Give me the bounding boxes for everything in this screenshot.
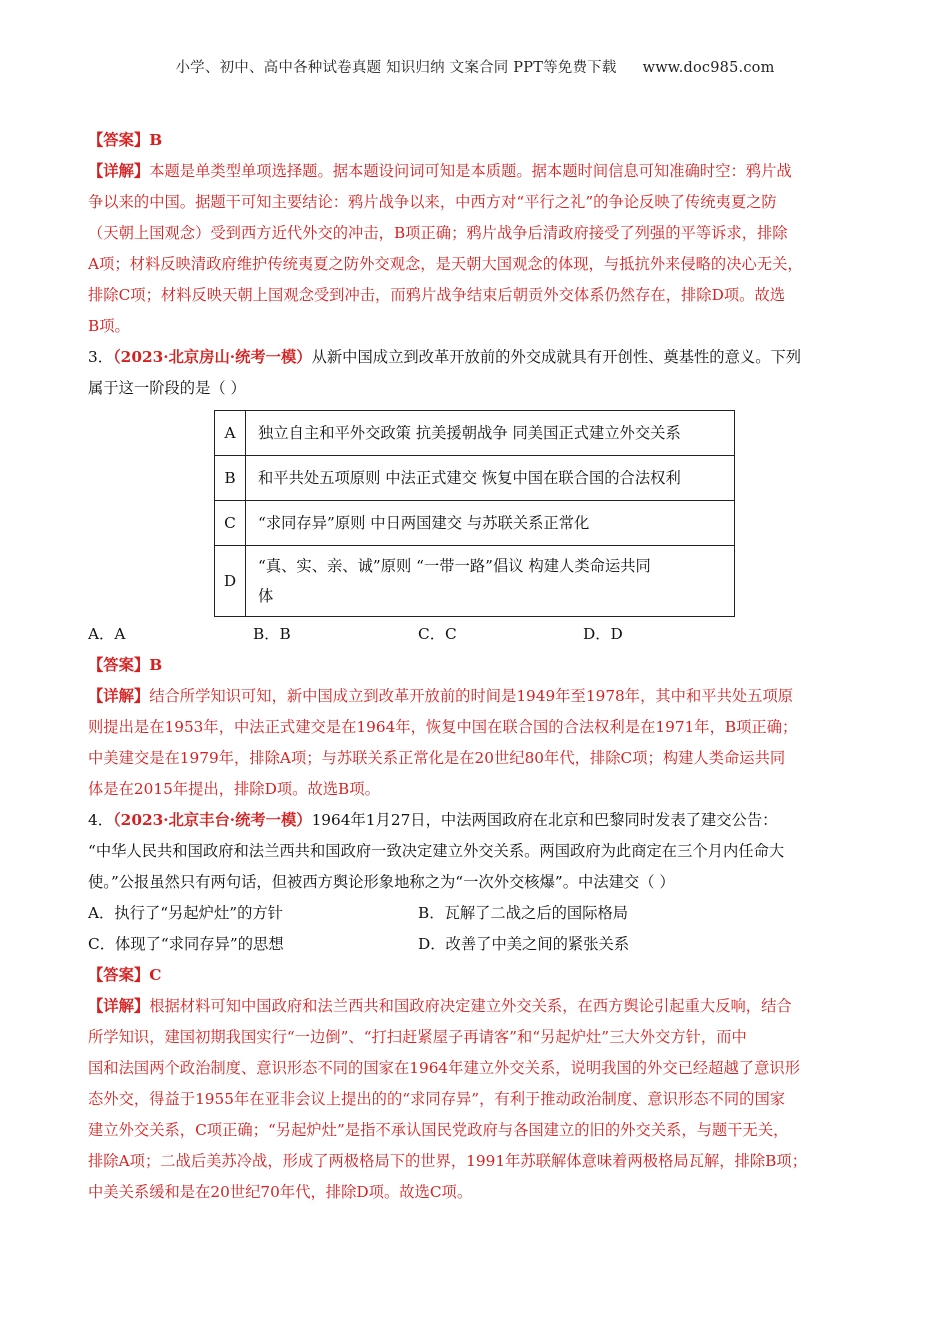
- q3-source: （2023·北京房山·统考一模）: [113, 348, 312, 366]
- choice-b[interactable]: B．B: [253, 625, 291, 643]
- q3-detail: 【详解】结合所学知识可知，新中国成立到改革开放前的时间是1949年至1978年，其中和平共处五项原 则提出是在1953年，中法正式建交是在1964年，恢复中国在联合国的合法权利是在1971年，B项正确； 中美建交是在1979年，排除A项；与苏联关系正常化是在20世纪80年代，排除C项；构建人类命运共同 体是在2015年提出，排除D项。故选B项。: [88, 687, 798, 798]
- option-d[interactable]: D．改善了中美之间的紧张关系: [418, 935, 630, 953]
- q4-options-row2: [88, 929, 868, 960]
- page-header: [0, 56, 950, 77]
- q2-answer: 【答案】B: [88, 131, 163, 149]
- q3-detail-label: 【详解】: [88, 687, 150, 705]
- choice-a[interactable]: A．A: [88, 625, 126, 643]
- q4-stem: 4．（2023·北京丰台·统考一模）1964年1月27日，中法两国政府在北京和巴黎同时发表了建交公告：: [88, 811, 778, 829]
- header-site-link[interactable]: www.doc985.com: [642, 60, 775, 76]
- q4-detail-label: 【详解】: [88, 997, 150, 1015]
- q4-stem-line3: 使。”公报虽然只有两句话，但被西方舆论形象地称之为“一次外交核爆”。中法建交（ ）: [88, 873, 675, 891]
- header-text: 小学、初中、高中各种试卷真题 知识归纳 文案合同 PPT等免费下载: [175, 60, 617, 76]
- q2-detail-label: 【详解】: [88, 162, 150, 180]
- q3-choices: [88, 619, 868, 650]
- q3-stem: 3．（2023·北京房山·统考一模）从新中国成立到改革开放前的外交成就具有开创性、奠基性的意义。下列: [88, 348, 802, 366]
- q4-options-row1: [88, 898, 868, 929]
- option-b[interactable]: B．瓦解了二战之后的国际格局: [418, 904, 629, 922]
- q3-answer: 【答案】B: [88, 656, 163, 674]
- table-row: C “求同存异”原则 中日两国建交 与苏联关系正常化: [215, 501, 735, 546]
- q4-source: （2023·北京丰台·统考一模）: [113, 811, 312, 829]
- q3-options-table: [214, 410, 735, 617]
- q4-detail: 【详解】根据材料可知中国政府和法兰西共和国政府决定建立外交关系，在西方舆论引起重大反响，结合 所学知识，建国初期我国实行“一边倒”、“打扫赶紧屋子再请客”和“另起炉灶”三大外交方针，而中 国和法国两个政治制度、意识形态不同的国家在1964年建立外交关系，说明我国的外交已经超越了意识形 态外交，得益于1955年在亚非会议上提出的的“求同存异”，有利于推动政治制度、意识形态不同的国家 建立外交关系，C项正确；“另起炉灶”是指不承认国民党政府与各国建立的旧的外交关系，与题干无关， 排除A项；二战后美苏冷战，形成了两极格局下的世界，1991年苏联解体意味着两极格局瓦解，排除B项； 中美关系缓和是在20世纪70年代，排除D项。故选C项。: [88, 997, 807, 1201]
- table-row: D “真、实、亲、诚”原则 “一带一路”倡议 构建人类命运共同 体: [215, 546, 735, 617]
- q4-stem-line2: “中华人民共和国政府和法兰西共和国政府一致决定建立外交关系。两国政府为此商定在三个月内任命大: [88, 842, 785, 860]
- q3-stem-line2: 属于这一阶段的是（ ）: [88, 379, 246, 397]
- table-row: A 独立自主和平外交政策 抗美援朝战争 同美国正式建立外交关系: [215, 411, 735, 456]
- document-body: [88, 125, 868, 1208]
- choice-c[interactable]: C．C: [418, 625, 457, 643]
- q2-detail: 【详解】本题是单类型单项选择题。据本题设问词可知是本质题。据本题时间信息可知准确时空：鸦片战 争以来的中国。据题干可知主要结论：鸦片战争以来，中西方对“平行之礼”的争论反映了传统夷夏之防 （天朝上国观念）受到西方近代外交的冲击，B项正确；鸦片战争后清政府接受了列强的平等诉求，排除 A项；材料反映清政府维护传统夷夏之防外交观念，是天朝大国观念的体现，与抵抗外来侵略的决心无关， 排除C项；材料反映天朝上国观念受到冲击，而鸦片战争结束后朝贡外交体系仍然存在，排除D项。故选 B项。: [88, 162, 803, 335]
- option-c[interactable]: C．体现了“求同存异”的思想: [88, 935, 284, 953]
- q4-answer: 【答案】C: [88, 966, 162, 984]
- option-a[interactable]: A．执行了“另起炉灶”的方针: [88, 904, 283, 922]
- table-row: B 和平共处五项原则 中法正式建交 恢复中国在联合国的合法权利: [215, 456, 735, 501]
- choice-d[interactable]: D．D: [583, 625, 623, 643]
